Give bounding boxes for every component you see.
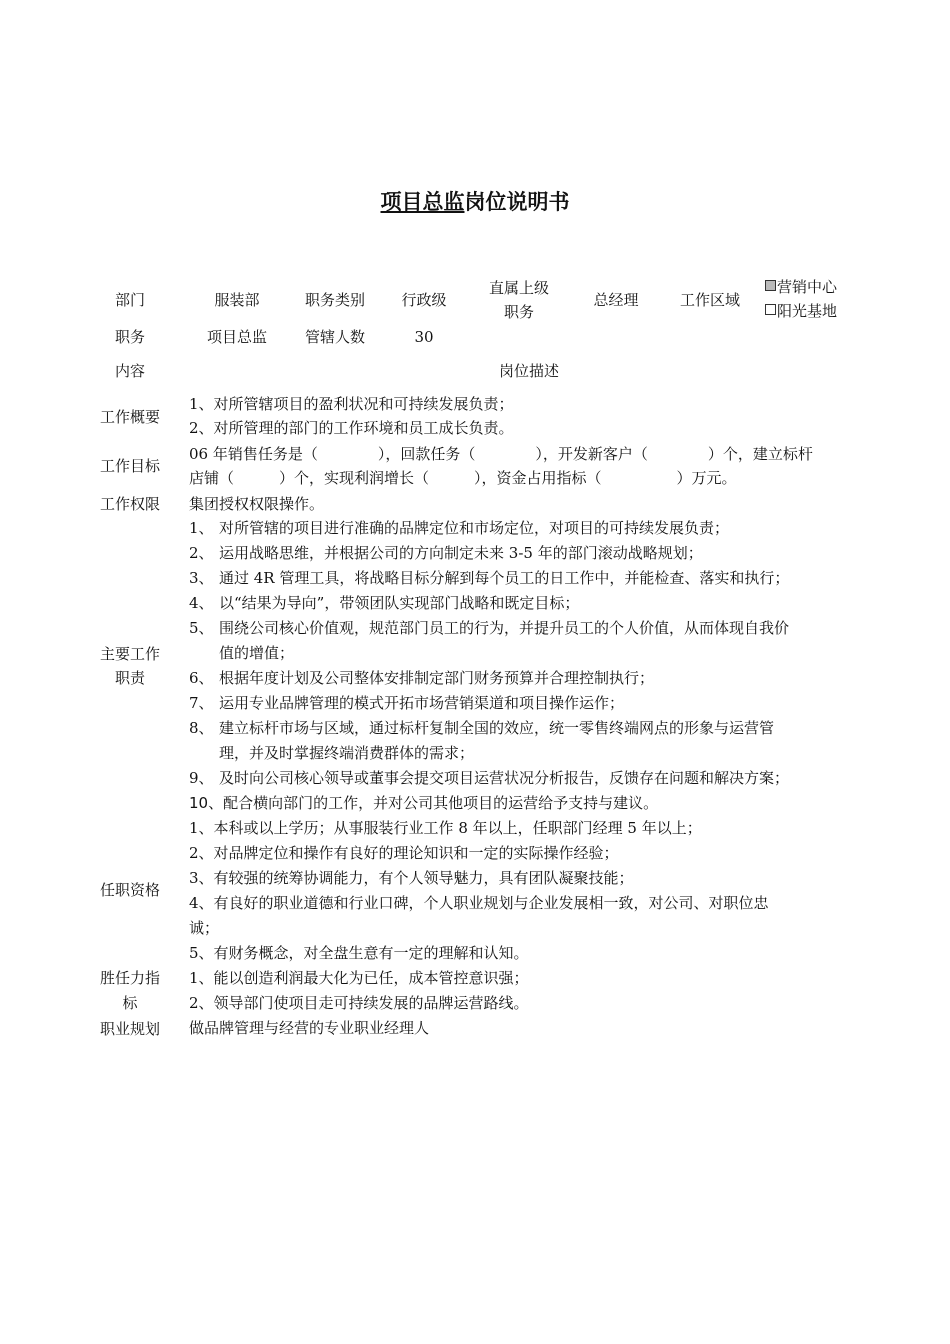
area-option-marketing[interactable] [765, 275, 837, 299]
duty-num: 3、 [189, 569, 214, 587]
superior-label-line1: 直属上级 [488, 279, 549, 297]
overview-label: 工作概要 [99, 408, 160, 426]
duty-text: 对所管辖的项目进行准确的品牌定位和市场定位，对项目的可持续发展负责； [219, 519, 730, 537]
authority-label: 工作权限 [99, 495, 160, 513]
overview-line-2: 2、对所管理的部门的工作环境和员工成长负责。 [189, 419, 514, 437]
duty-num: 9、 [189, 769, 214, 787]
duty-num: 7、 [189, 694, 214, 712]
area-label: 工作区域 [679, 291, 740, 309]
duty-num: 6、 [189, 669, 214, 687]
duties-label-line2: 职责 [114, 669, 145, 687]
duty-num: 8、 [189, 719, 214, 737]
area-option-2-label: 阳光基地 [777, 302, 838, 320]
competency-label-line1: 胜任力指 [99, 969, 160, 987]
qualification-line: 4、有良好的职业道德和行业口碑，个人职业规划与企业发展相一致，对公司、对职位忠 [189, 894, 769, 912]
qualification-line: 5、有财务概念，对全盘生意有一定的理解和认知。 [189, 944, 529, 962]
title-underlined: 项目总监 [380, 190, 465, 214]
duty-item [189, 766, 869, 790]
qualifications-label: 任职资格 [99, 881, 160, 899]
competency-line: 1、能以创造利润最大化为已任，成本管控意识强； [189, 969, 529, 987]
checkbox-icon[interactable] [765, 280, 776, 291]
duty-text: 运用战略思维，并根据公司的方向制定未来 3-5 年的部门滚动战略规划； [219, 544, 703, 562]
description-label: 岗位描述 [498, 362, 559, 380]
position-label: 职务 [114, 328, 145, 346]
duty-item [189, 591, 869, 615]
duty-item [189, 691, 869, 715]
duty-item [189, 716, 869, 740]
area-option-base[interactable] [765, 299, 837, 323]
category-label: 职务类别 [304, 291, 365, 309]
targets-label: 工作目标 [99, 457, 160, 475]
overview-line-1: 1、对所管辖项目的盈利状况和可持续发展负责； [189, 395, 514, 413]
superior-label-line2: 职务 [503, 303, 534, 321]
competency-line: 2、领导部门使项目走可持续发展的品牌运营路线。 [189, 994, 529, 1012]
duty-text-cont: 理，并及时掌握终端消费群体的需求； [219, 744, 475, 762]
duty-item [189, 516, 869, 540]
targets-line-1: 06 年销售任务是（ ），回款任务（ ），开发新客户（ ）个，建立标杆 [189, 445, 813, 463]
dept-value: 服装部 [214, 291, 260, 309]
duty-text-cont: 值的增值； [219, 644, 295, 662]
position-value: 项目总监 [206, 328, 267, 346]
superior-value: 总经理 [593, 291, 639, 309]
duty-item [189, 541, 869, 565]
authority-text: 集团授权权限操作。 [189, 495, 325, 513]
headcount-label: 管辖人数 [304, 328, 365, 346]
qualification-line: 3、有较强的统筹协调能力，有个人领导魅力，具有团队凝聚技能； [189, 869, 634, 887]
title-rest: 岗位说明书 [464, 190, 570, 214]
duty-num: 4、 [189, 594, 214, 612]
duty-text: 及时向公司核心领导或董事会提交项目运营状况分析报告，反馈存在问题和解决方案； [219, 769, 790, 787]
targets-line-2: 店铺（ ）个，实现利润增长（ ），资金占用指标（ ）万元。 [189, 469, 737, 487]
duty-text: 运用专业品牌管理的模式开拓市场营销渠道和项目操作运作； [219, 694, 625, 712]
duty-item [189, 616, 869, 640]
qualification-line: 2、对品牌定位和操作有良好的理论知识和一定的实际操作经验； [189, 844, 619, 862]
duty-item-continued [189, 741, 869, 765]
duty-text: 建立标杆市场与区域，通过标杆复制全国的效应，统一零售终端网点的形象与运营管 [219, 719, 775, 737]
duty-text: 根据年度计划及公司整体安排制定部门财务预算并合理控制执行； [219, 669, 655, 687]
duty-item [189, 666, 869, 690]
duty-item-continued [189, 641, 869, 665]
qualification-line: 1、本科或以上学历；从事服装行业工作 8 年以上，任职部门经理 5 年以上； [189, 819, 702, 837]
category-value: 行政级 [401, 291, 447, 309]
duty-item-10: 10、配合横向部门的工作，并对公司其他项目的运营给予支持与建议。 [189, 794, 659, 812]
duty-num: 1、 [189, 519, 214, 537]
duty-num: 2、 [189, 544, 214, 562]
document-title [0, 186, 950, 216]
qualification-line: 诚； [189, 919, 220, 937]
career-text: 做品牌管理与经营的专业职业经理人 [189, 1019, 430, 1037]
headcount-value: 30 [414, 328, 434, 346]
area-option-1-label: 营销中心 [777, 278, 838, 296]
duty-text: 以“结果为导向”，带领团队实现部门战略和既定目标； [219, 594, 580, 612]
duties-label-line1: 主要工作 [99, 645, 160, 663]
checkbox-icon[interactable] [765, 304, 776, 315]
duty-item [189, 566, 869, 590]
duty-text: 通过 4R 管理工具，将战略目标分解到每个员工的日工作中，并能检查、落实和执行； [219, 569, 790, 587]
competency-label-line2: 标 [122, 994, 138, 1012]
content-label: 内容 [114, 362, 145, 380]
dept-label: 部门 [114, 291, 145, 309]
duty-num: 5、 [189, 619, 214, 637]
career-label: 职业规划 [99, 1020, 160, 1038]
duty-text: 围绕公司核心价值观，规范部门员工的行为，并提升员工的个人价值，从而体现自我价 [219, 619, 790, 637]
